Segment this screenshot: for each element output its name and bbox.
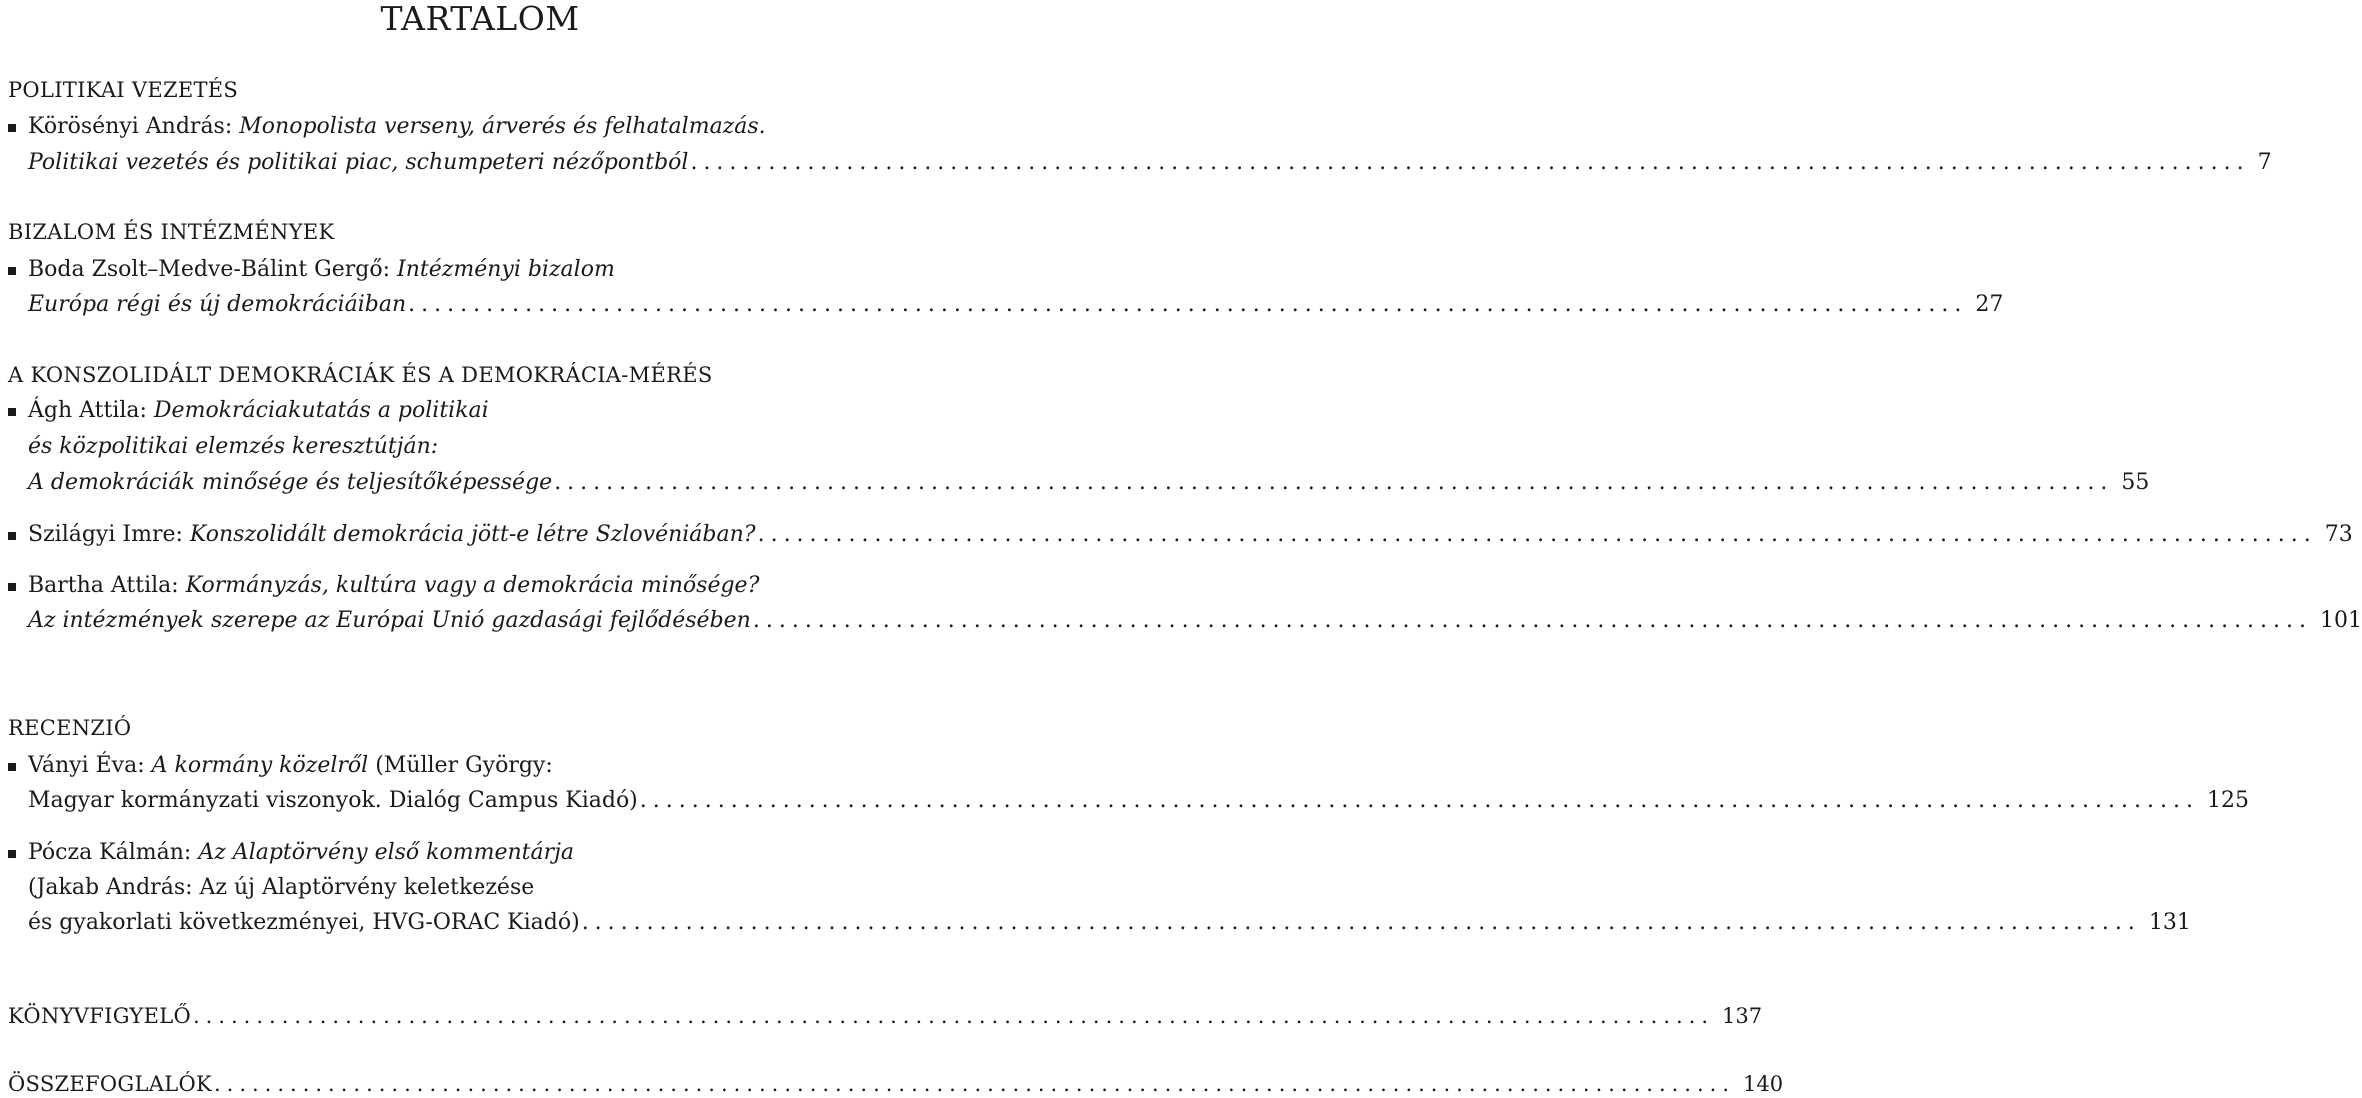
- dot-leader: ........................................................................................................................: [757, 522, 2317, 547]
- section-osszefoglalok: ÖSSZEFOGLALÓK ........................................................................................................................ 140: [8, 1072, 1784, 1096]
- page-number: 125: [2206, 788, 2249, 813]
- section-heading-politikai-vezetes: POLITIKAI VEZETÉS: [8, 78, 239, 102]
- bullet-icon: [8, 267, 16, 275]
- entry-korosenyi-line1: Körösényi András: Monopolista verseny, árverés és felhatalmazás.: [28, 112, 952, 142]
- dot-leader: ........................................................................................................................: [192, 1004, 1715, 1028]
- entry-pocza-line2: (Jakab András: Az új Alaptörvény keletkezése: [28, 875, 535, 900]
- page-number: 101: [2320, 608, 2362, 633]
- bullet-icon: [8, 408, 16, 416]
- bullet-icon: [8, 583, 16, 591]
- page-number: 7: [2257, 150, 2272, 175]
- page-number: 131: [2148, 910, 2191, 935]
- section-konyvfigyelo: KÖNYVFIGYELŐ ........................................................................................................................ 137: [8, 1004, 1763, 1028]
- page-number: 27: [1975, 292, 2004, 317]
- section-heading-bizalom: BIZALOM ÉS INTÉZMÉNYEK: [8, 220, 335, 244]
- page-title: TARTALOM: [380, 0, 580, 38]
- page-number: 140: [1743, 1072, 1784, 1096]
- dot-leader: ........................................................................................................................: [752, 608, 2313, 633]
- page-number: 73: [2324, 522, 2353, 547]
- entry-bartha-line1: Bartha Attila: Kormányzás, kultúra vagy a demokrácia minősége?: [28, 571, 952, 601]
- dot-leader: ........................................................................................................................: [639, 788, 2199, 813]
- bullet-icon: [8, 532, 16, 540]
- bullet-icon: [8, 763, 16, 771]
- dot-leader: ........................................................................................................................: [690, 150, 2250, 175]
- bullet-icon: [8, 850, 16, 858]
- entry-vanyi-line1: Ványi Éva: A kormány közelről (Müller György:: [28, 751, 952, 781]
- dot-leader: ........................................................................................................................: [408, 292, 1968, 317]
- dot-leader: ........................................................................................................................: [554, 470, 2114, 495]
- section-heading-konszolidalt: A KONSZOLIDÁLT DEMOKRÁCIÁK ÉS A DEMOKRÁCIA-MÉRÉS: [8, 363, 713, 387]
- dot-leader: ........................................................................................................................: [581, 910, 2141, 935]
- entry-pocza-line1: Pócza Kálmán: Az Alaptörvény első kommentárja: [28, 838, 952, 868]
- entry-agh-line2: és közpolitikai elemzés keresztútján:: [28, 434, 439, 459]
- entry-agh-line1: Ágh Attila: Demokráciakutatás a politikai: [28, 396, 952, 426]
- section-heading-recenzio: RECENZIÓ: [8, 716, 132, 740]
- entry-boda-line1: Boda Zsolt–Medve-Bálint Gergő: Intézményi bizalom: [28, 255, 952, 285]
- bullet-icon: [8, 124, 16, 132]
- page-number: 55: [2121, 470, 2150, 495]
- toc-page: TARTALOM POLITIKAI VEZETÉS Körösényi András: Monopolista verseny, árverés és felhatalmazás. Politikai vezetés és politikai piac, schumpeteri nézőpontból ........................................................................................................................ 7 BIZALOM ÉS INTÉZMÉNYEK Boda Zsolt–Medve-Bálint Gergő: Intézményi bizalom Európa régi és új demokráciáiban ........................................................................................................................ 27 A KONSZOLIDÁLT DEMOKRÁCIÁK ÉS A DEMOKRÁCIA-MÉRÉS Ágh Attila: Demokráciakutatás a politikai és közpolitikai elemzés keresztútján: A demokráciák minősége és teljesítőképessége ........................................................................................................................ 55 Szilágyi Imre: Konszolidált demokrácia jött-e létre Szlovéniában? ........................................................................................................................ 73 Bartha Attila: Kormányzás, kultúra vagy a demokrácia minősége? Az intézmények szerepe az Európai Unió gazdasági fejlődésében ........................................................................................................................ 101 RECENZIÓ Ványi Éva: A kormány közelről (Müller György: Magyar kormányzati viszonyok. Dialóg Campus Kiadó) ........................................................................................................................ 125 Pócza Kálmán: Az Alaptörvény első kommentárja (Jakab András: Az új Alaptörvény keletkezése és gyakorlati következményei, HVG-ORAC Kiadó) ........................................................................................................................ 131 KÖNYVFIGYELŐ ........................................................................................................................ 137 ÖSSZEFOGLALÓK ........................................................................................................................ 140: [0, 0, 960, 1096]
- dot-leader: ........................................................................................................................: [213, 1072, 1736, 1096]
- page-number: 137: [1722, 1004, 1763, 1028]
